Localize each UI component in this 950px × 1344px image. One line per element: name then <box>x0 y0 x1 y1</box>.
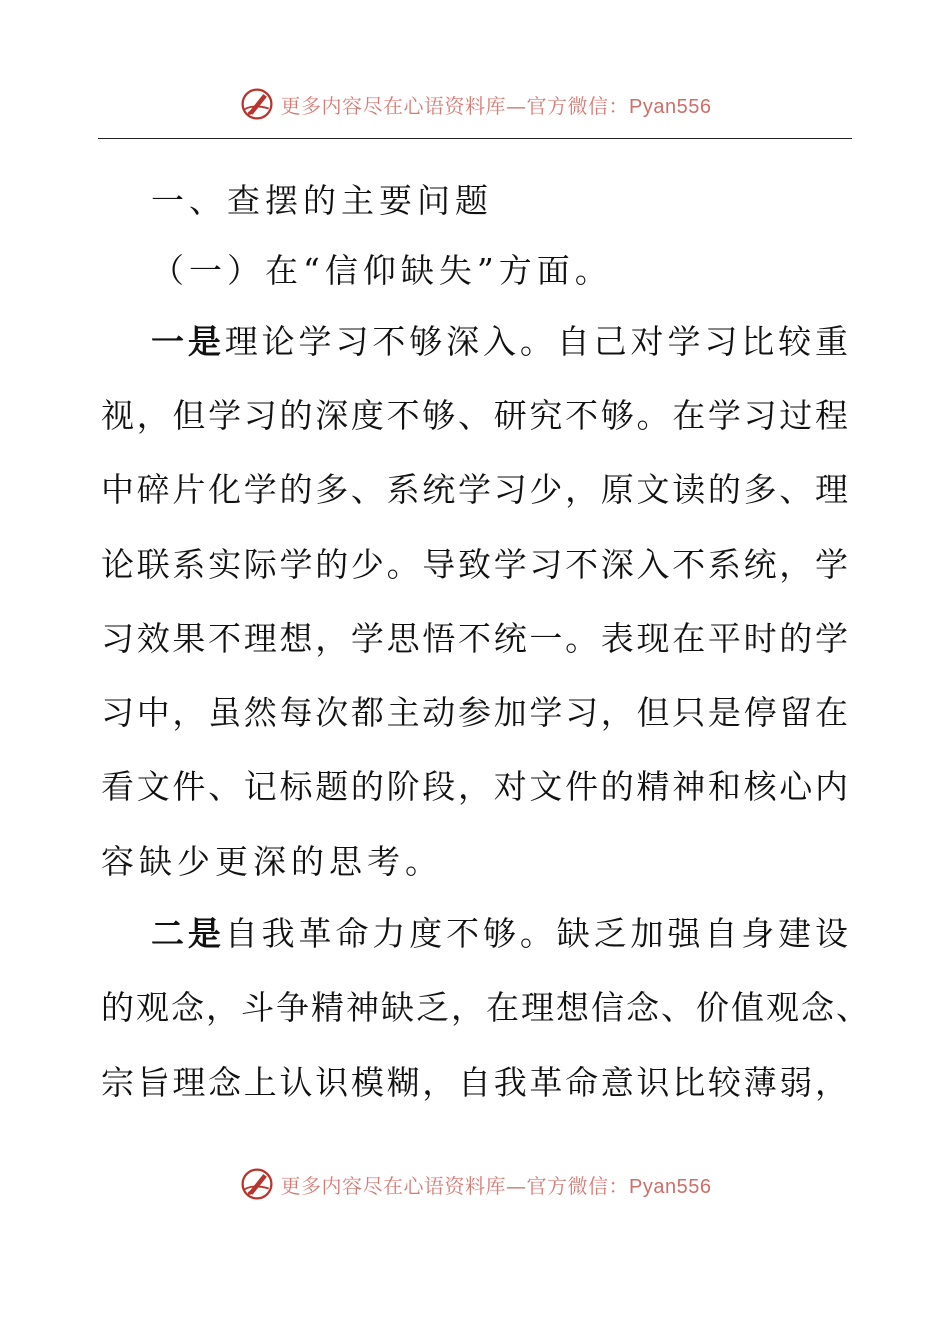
pen-logo-icon <box>239 1166 275 1202</box>
paragraph-1-line-6: 习中，虽然每次都主动参加学习，但只是停留在 <box>101 693 848 732</box>
header-banner <box>0 84 950 124</box>
footer-banner <box>0 1164 950 1204</box>
paragraph-2-line-1: 二是自我革命力度不够。缺乏加强自身建设 <box>151 914 849 953</box>
paragraph-2-line-3: 宗旨理念上认识模糊，自我革命意识比较薄弱， <box>101 1063 848 1102</box>
banner-dash: — <box>506 93 527 118</box>
paragraph-1-line-8: 容缺少更深的思考。 <box>101 842 443 881</box>
banner-slogan: 更多内容尽在心语资料库 <box>280 93 507 118</box>
banner-handle: Pyan556 <box>629 95 712 118</box>
banner-handle: Pyan556 <box>629 1175 712 1198</box>
subsection-heading: （一）在“信仰缺失”方面。 <box>151 251 613 290</box>
section-heading: 一、查摆的主要问题 <box>151 181 493 220</box>
paragraph-1-line-5: 习效果不理想，学思悟不统一。表现在平时的学 <box>101 619 848 658</box>
banner-slogan: 更多内容尽在心语资料库 <box>280 1173 507 1198</box>
paragraph-2-lead: 二是 <box>151 914 225 953</box>
pen-logo-icon <box>239 86 275 122</box>
paragraph-1-line-1: 一是理论学习不够深入。自己对学习比较重 <box>151 322 849 361</box>
paragraph-1-line-2: 视，但学习的深度不够、研究不够。在学习过程 <box>101 396 848 435</box>
paragraph-2-line-2: 的观念，斗争精神缺乏，在理想信念、价值观念、 <box>101 988 869 1027</box>
paragraph-1-line-4: 论联系实际学的少。导致学习不深入不系统，学 <box>101 545 848 584</box>
paragraph-1-lead: 一是 <box>151 322 225 361</box>
paragraph-1-line-3: 中碎片化学的多、系统学习少，原文读的多、理 <box>101 470 848 509</box>
banner-label: 官方微信： <box>526 1173 630 1198</box>
paragraph-1-line-7: 看文件、记标题的阶段，对文件的精神和核心内 <box>101 767 848 806</box>
banner-label: 官方微信： <box>526 93 630 118</box>
header-banner-text <box>281 90 712 119</box>
footer-banner-text <box>281 1170 712 1199</box>
banner-dash: — <box>506 1173 527 1198</box>
header-divider <box>98 138 852 139</box>
